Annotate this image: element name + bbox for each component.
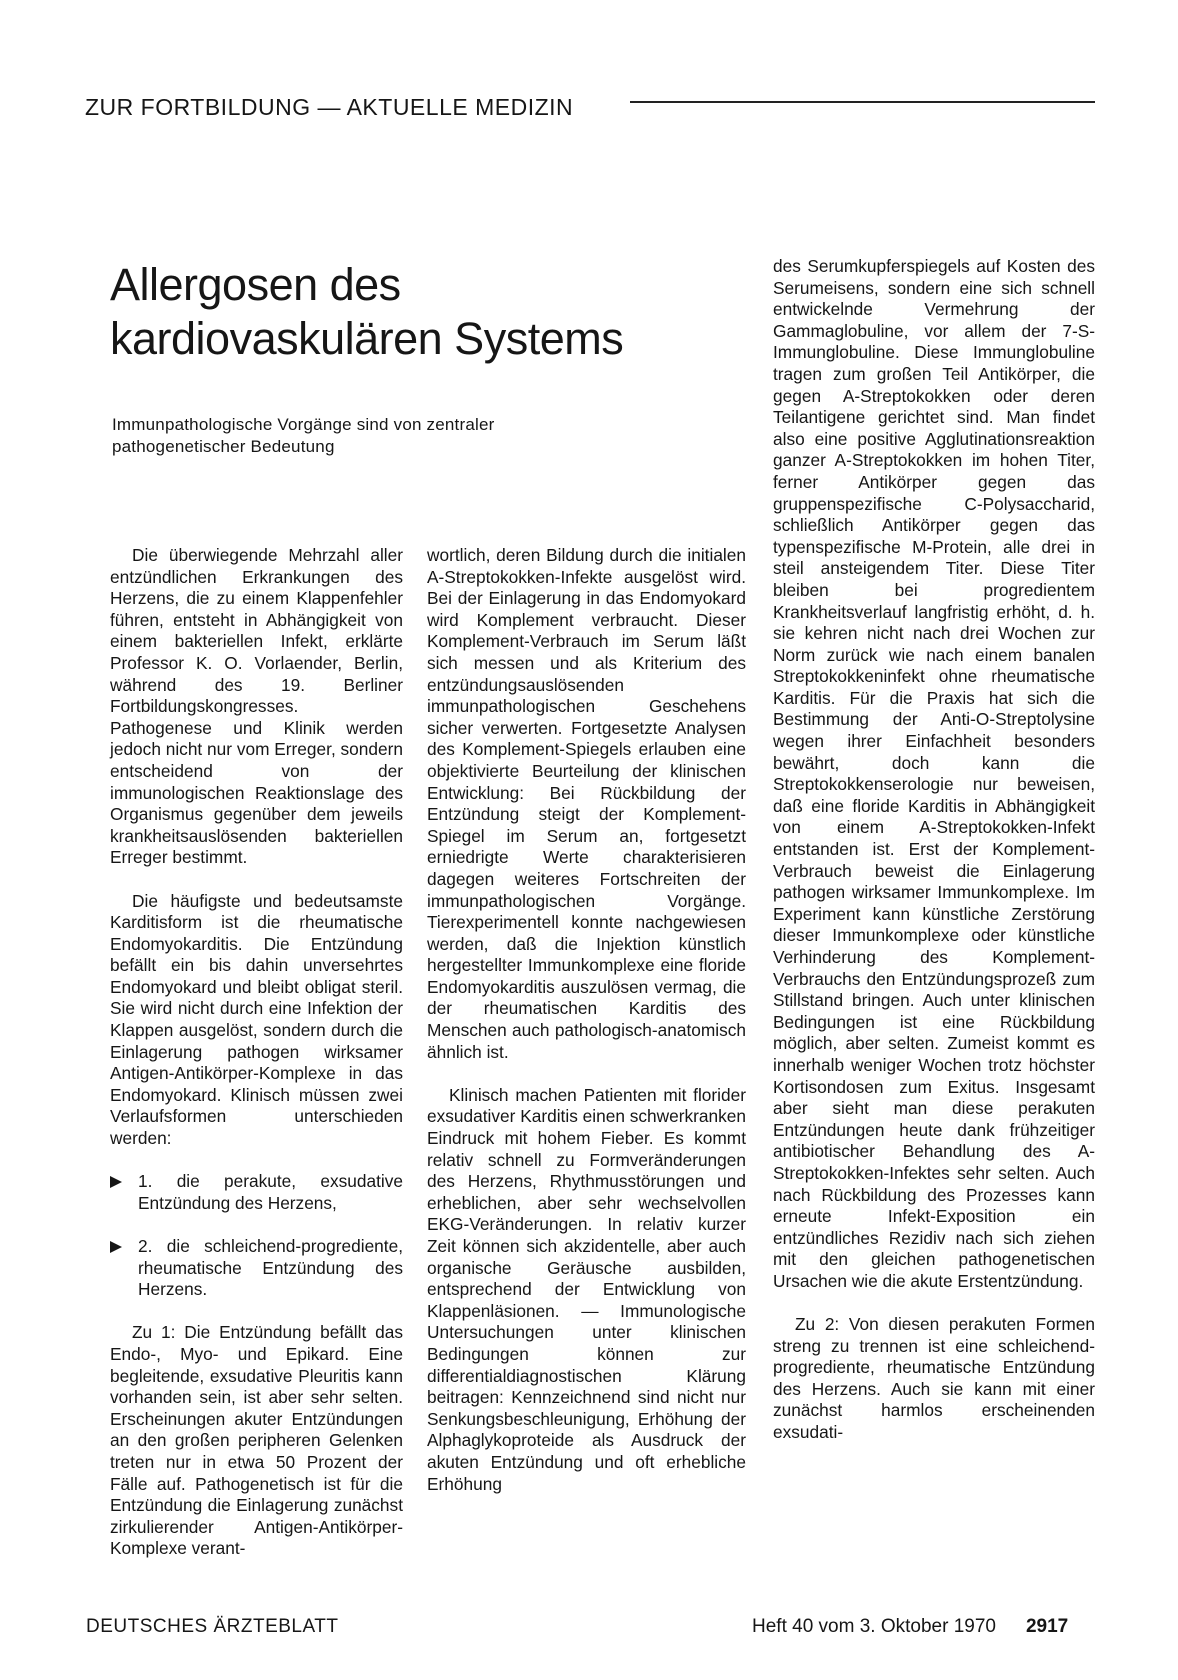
paragraph: wortlich, deren Bildung durch die initialen A-Streptokokken-Infekte ausgelöst wird. Bei der Einlagerung in das Endomyokard wird Komplement verbraucht. Dieser Komplement-Verbrauch im Serum läßt sich messen und als Kriterium des entzündungsauslösenden immunpathologischen Geschehens sicher verwerten. Fortgesetzte Analysen des Komplement-Spiegels erlauben eine objektivierte Beurteilung der klinischen Entwicklung: Bei Rückbildung der Entzündung steigt der Komplement-Spiegel im Serum an, fortgesetzt erniedrigte Werte charakterisieren dagegen weiteres Fortschreiten der immunpathologischen Vorgänge. Tierexperimentell konnte nachgewiesen werden, daß die Injektion künstlich hergestellter Immunkomplexe eine floride Endomyokarditis auszulösen vermag, die der rheumatischen Karditis des Menschen auch pathologisch-anatomisch ähnlich ist. [427,545,746,1062]
text-column-1 [110,545,403,1582]
bullet-item [110,1236,403,1301]
section-header: ZUR FORTBILDUNG — AKTUELLE MEDIZIN [85,94,574,120]
paragraph: Zu 1: Die Entzündung befällt das Endo-, Myo- und Epikard. Eine begleitende, exsudative Pleuritis kann vorhanden sein, ist aber sehr selten. Erscheinungen akuter Entzündungen an den großen peripheren Gelenken treten nur in etwa 50 Prozent der Fälle auf. Pathogenetisch ist für die Entzündung die Einlagerung zunächst zirkulierender Antigen-Antikörper-Komplexe verant- [110,1322,403,1559]
title-line-1: Allergosen des [110,259,401,310]
bullet-item [110,1171,403,1214]
paragraph: Die häufigste und bedeutsamste Karditisform ist die rheumatische Endomyokarditis. Die Entzündung befällt ein bis dahin unversehrtes Endomyokard und bleibt obligat steril. Sie wird nicht durch eine Infektion der Klappen ausgelöst, sondern durch die Einlagerung pathogen wirksamer Antigen-Antikörper-Komplexe in das Endomyokard. Klinisch müssen zwei Verlaufsformen unterschieden werden: [110,890,403,1149]
issue-info [752,1616,1068,1638]
issue-date: Heft 40 vom 3. Oktober 1970 [752,1616,996,1637]
page-number: 2917 [1025,1616,1069,1637]
text-column-3 [773,256,1095,1465]
bullet-text: 2. die schleichend-progrediente, rheumatische Entzündung des Herzens. [138,1236,403,1300]
paragraph: Die überwiegende Mehrzahl aller entzündlichen Erkrankungen des Herzens, die zu einem Klappenfehler führen, entsteht in Abhängigkeit von einem bakteriellen Infekt, erklärte Professor K. O. Vorlaender, Berlin, während des 19. Berliner Fortbildungskongresses. Pathogenese und Klinik werden jedoch nicht nur vom Erreger, sondern entscheidend von der immunologischen Reaktionslage des Organismus gegenüber dem jeweils krankheitsauslösenden bakteriellen Erreger bestimmt. [110,545,403,868]
text-column-2 [427,545,746,1517]
paragraph: Zu 2: Von diesen perakuten Formen streng zu trennen ist eine schleichend-progrediente, rheumatische Entzündung des Herzens. Auch sie kann mit einer zunächst harmlos erscheinenden exsudati- [773,1314,1095,1443]
title-line-2: kardiovaskulären Systems [110,313,624,364]
header-rule [630,101,1095,103]
paragraph: Klinisch machen Patienten mit florider exsudativer Karditis einen schwerkranken Eindruck mit hohem Fieber. Es kommt relativ schnell zu Formveränderungen des Herzens, Rhythmusstörungen und erheblichen, aber sehr wechselvollen EKG-Veränderungen. In relativ kurzer Zeit können sich akzidentelle, aber auch organische Geräusche ausbilden, entsprechend der Entwicklung von Klappenläsionen. — Immunologische Untersuchungen unter klinischen Bedingungen können zur differentialdiagnostischen Klärung beitragen: Kennzeichnend sind nicht nur Senkungsbeschleunigung, Erhöhung der Alphaglykoproteide als Ausdruck der akuten Entzündung und oft erhebliche Erhöhung [427,1084,746,1494]
triangle-bullet-icon [110,1176,122,1188]
triangle-bullet-icon [110,1241,122,1253]
paragraph: des Serumkupferspiegels auf Kosten des Serumeisens, sondern eine sich schnell entwickelnde Vermehrung der Gammaglobuline, vor allem der 7-S-Immunglobuline. Diese Immunglobuline tragen zum großen Teil Antikörper, die gegen A-Streptokokken oder deren Teilantigene gerichtet sind. Man findet also eine positive Agglutinationsreaktion ganzer A-Streptokokken im hohen Titer, ferner Antikörper gegen das gruppenspezifische C-Polysaccharid, schließlich Antikörper gegen das typenspezifische M-Protein, alle drei in steil ansteigendem Titer. Diese Titer bleiben bei progredientem Krankheitsverlauf langfristig erhöht, d. h. sie kehren nicht nach drei Wochen zur Norm zurück wie nach einem banalen Streptokokkeninfekt ohne rheumatische Karditis. Für die Praxis hat sich die Bestimmung der Anti-O-Streptolysine wegen ihrer Einfachheit besonders bewährt, doch kann die Streptokokkenserologie nur beweisen, daß eine floride Karditis in Abhängigkeit von einem A-Streptokokken-Infekt entstanden ist. Erst der Komplement-Verbrauch beweist die Einlagerung pathogen wirksamer Immunkomplexe. Im Experiment kann künstliche Zerstörung dieser Immunkomplexe oder künstliche Verhinderung des Komplement-Verbrauchs den Entzündungsprozeß zum Stillstand bringen. Auch unter klinischen Bedingungen ist eine Rückbildung möglich, aber selten. Zumeist kommt es innerhalb weniger Wochen trotz höchster Kortisondosen zum Exitus. Insgesamt aber sieht man diese perakuten Entzündungen heute dank frühzeitiger antibiotischer Behandlung des A-Streptokokken-Infektes sehr selten. Auch nach Rückbildung des Prozesses kann erneute Infekt-Exposition ein entzündliches Rezidiv nach sich ziehen mit den gleichen pathogenetischen Ursachen wie die akute Erstentzündung. [773,256,1095,1291]
bullet-text: 1. die perakute, exsudative Entzündung des Herzens, [138,1171,403,1213]
article-subtitle: Immunpathologische Vorgänge sind von zentraler pathogenetischer Bedeutung [112,415,495,456]
article-title [110,258,750,366]
journal-name: DEUTSCHES ÄRZTEBLATT [86,1616,339,1637]
